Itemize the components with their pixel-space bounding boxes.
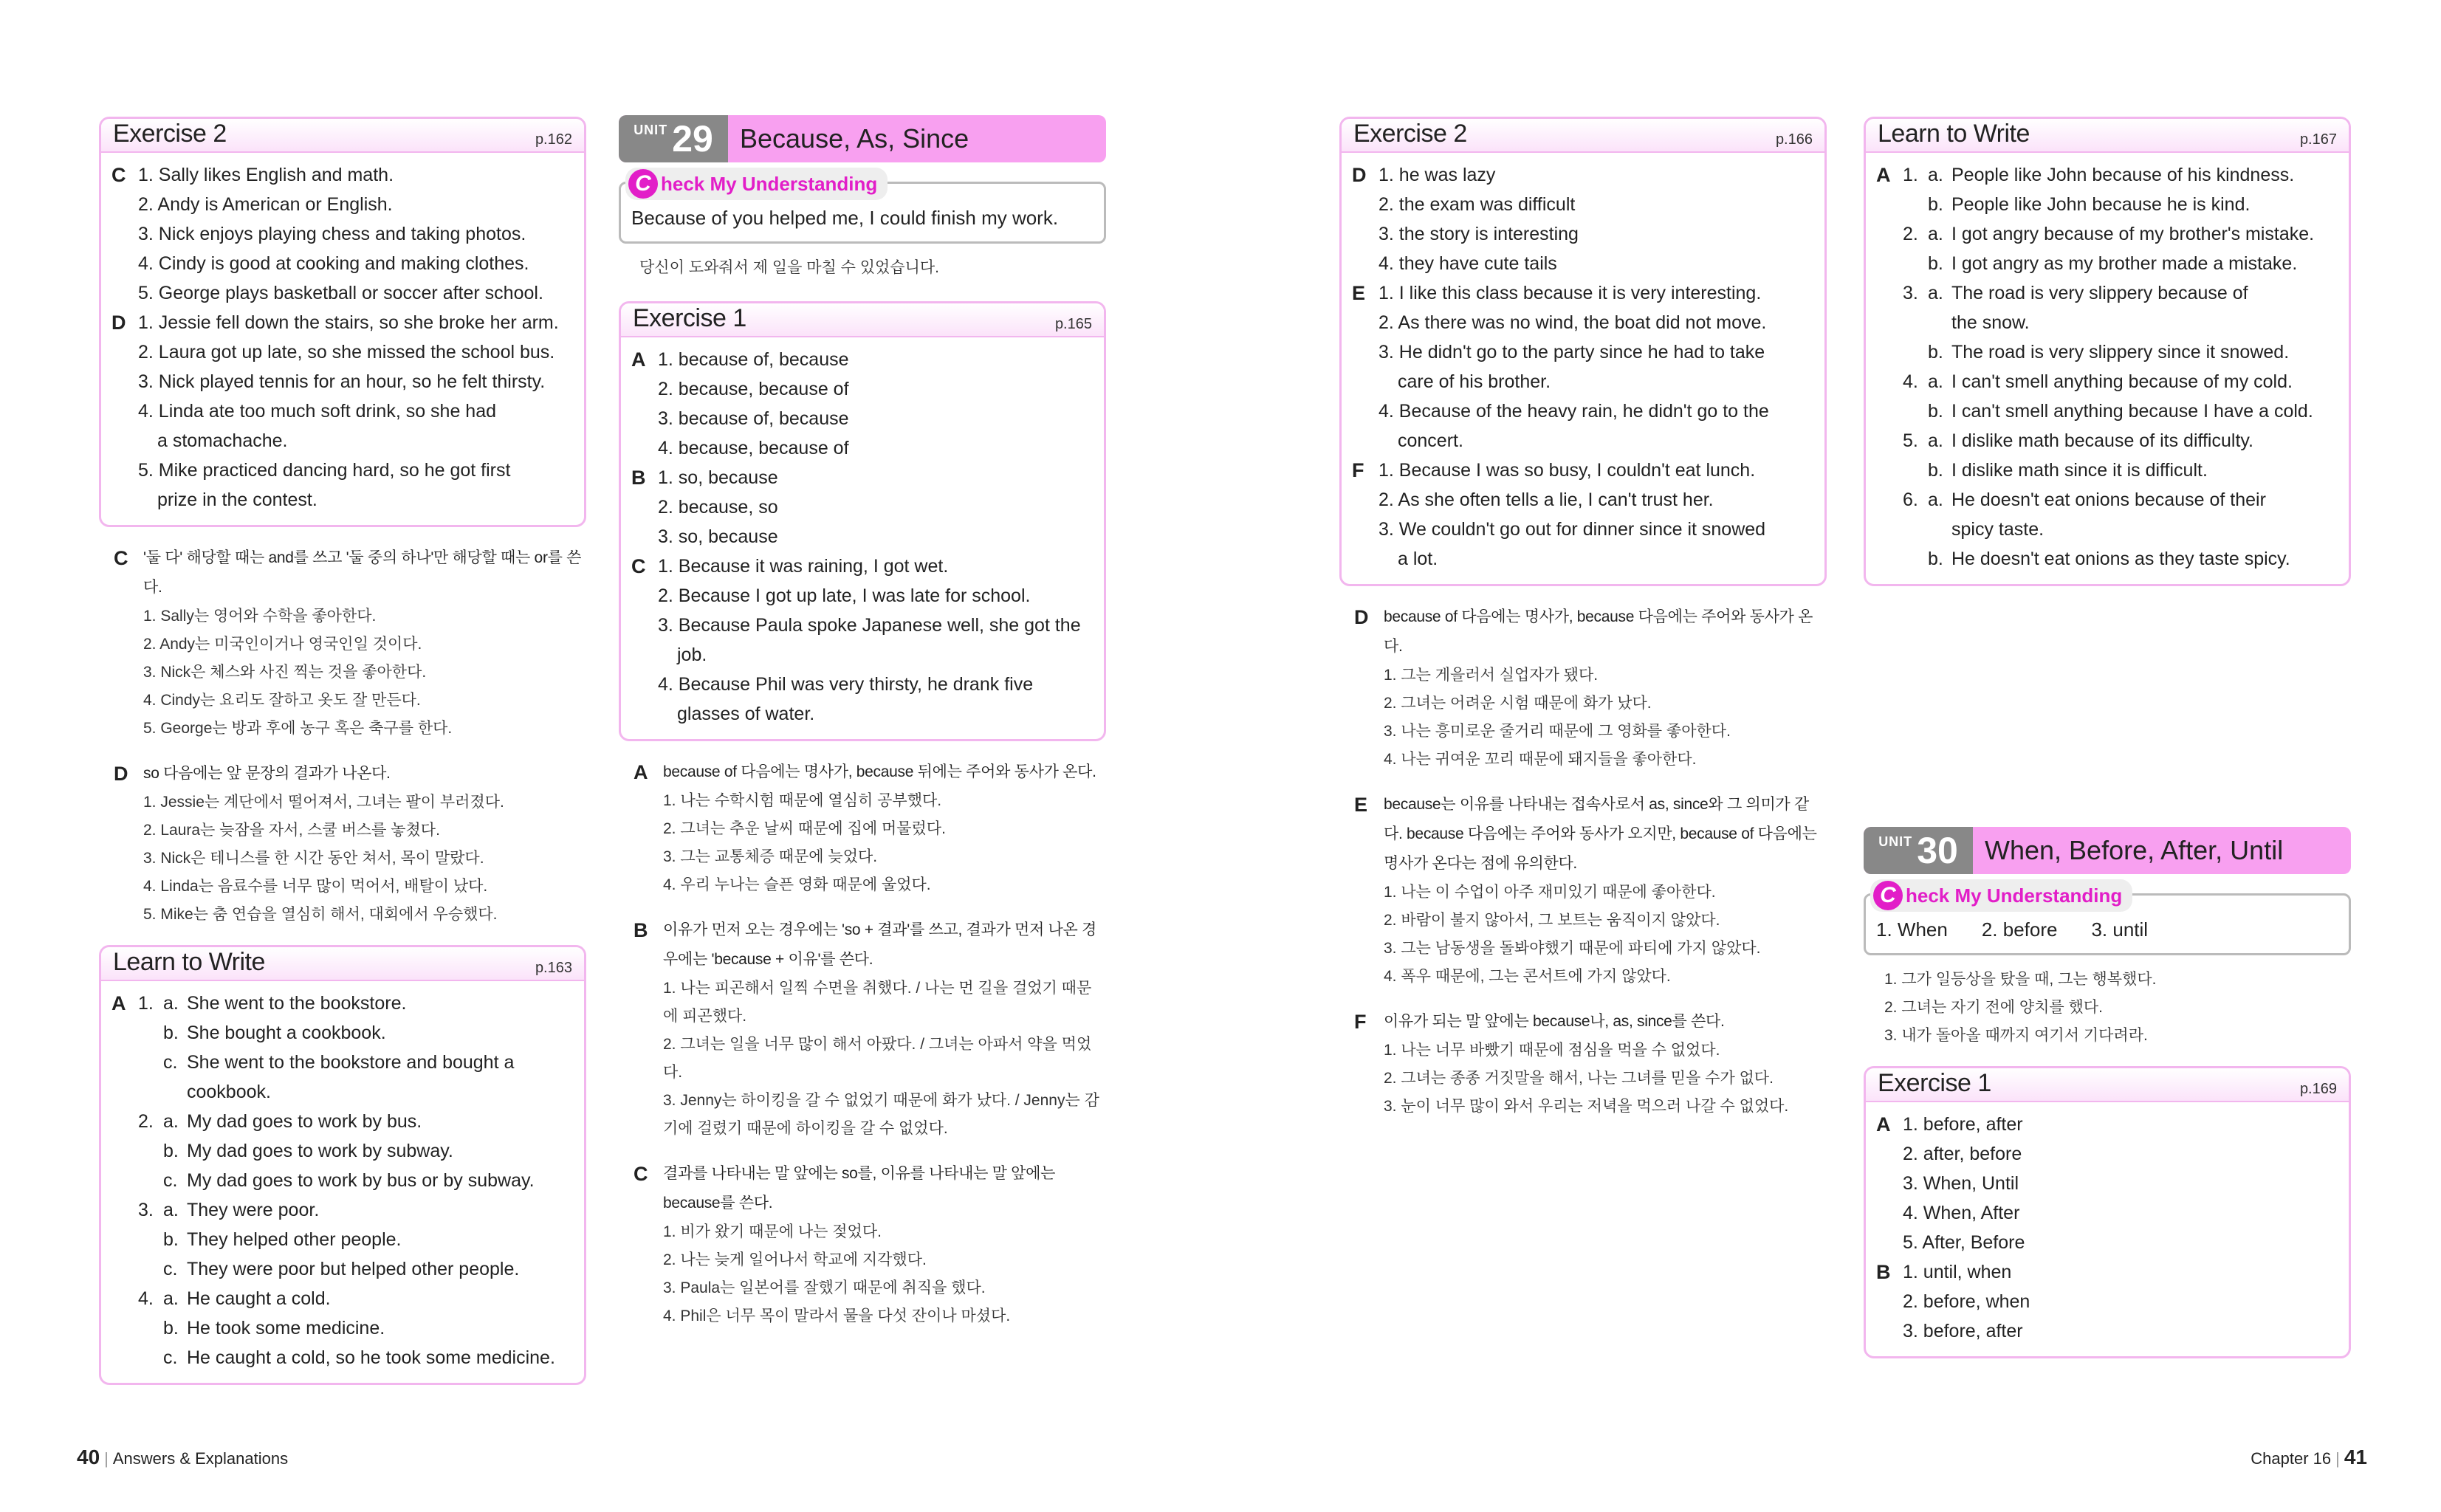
section-letter: B <box>1876 1261 1891 1283</box>
answer-line: cookbook. <box>187 1082 271 1102</box>
explanation-a <box>619 757 1106 915</box>
answer-item: 4. because, because of <box>658 438 849 458</box>
explanation-d <box>1339 602 1827 790</box>
answer-item-continued: care of his brother. <box>1398 371 1551 392</box>
translation-item: 3. 나는 흥미로운 줄거리 때문에 그 영화를 좋아한다. <box>1384 723 1731 740</box>
section-f <box>1352 456 1814 574</box>
answer-item: 4. Because Phil was very thirsty, he drank five <box>658 674 1034 695</box>
section-a <box>631 345 1094 463</box>
answer-line: 5. a. I dislike math because of its difficulty. <box>1903 430 2253 451</box>
section-e <box>1352 278 1814 456</box>
translation-item: 1. Sally는 영어와 수학을 좋아한다. <box>143 608 377 625</box>
box-body <box>101 981 584 1383</box>
section-letter: D <box>111 312 126 334</box>
section-a <box>1876 1110 2338 1257</box>
answer-item: 2. As there was no wind, the boat did not move. <box>1379 312 1767 333</box>
answer-line: 2. a. My dad goes to work by bus. <box>138 1111 422 1132</box>
translation-item: 2. 그녀는 종종 거짓말을 해서, 나는 그녀를 믿을 수가 없다. <box>1384 1070 1774 1087</box>
box-title: Exercise 2 <box>1353 120 1467 148</box>
box-body <box>1866 153 2349 584</box>
answer-item: 1. I like this class because it is very interesting. <box>1379 283 1762 303</box>
column-4 <box>1864 117 2351 1375</box>
check-answers <box>1876 916 2338 943</box>
section-letter: E <box>1354 794 1368 816</box>
answer-item: 2. before, when <box>1903 1291 2030 1312</box>
answer-line: 2. a. I got angry because of my brother's mistake. <box>1903 224 2315 244</box>
translation-item: 2. Andy는 미국인이거나 영국인일 것이다. <box>143 636 422 653</box>
spacer <box>1864 602 2351 827</box>
page-ref: p.163 <box>535 960 572 976</box>
answer-item-continued: prize in the contest. <box>157 489 317 510</box>
answer-item: 3. Because Paula spoke Japanese well, she got the <box>658 615 1081 636</box>
page-ref: p.162 <box>535 131 572 148</box>
translation-item: 4. Phil은 너무 목이 말라서 물을 다섯 잔이나 마셨다. <box>663 1307 1011 1324</box>
unit-title: When, Before, After, Until <box>1985 835 2284 865</box>
unit-tag <box>619 115 728 162</box>
separator: | <box>104 1449 109 1468</box>
answer-line: 1. a. She went to the bookstore. <box>138 993 407 1014</box>
translation-item: 2. 그녀는 어려운 시험 때문에 화가 났다. <box>1384 695 1652 712</box>
page-number: 40 <box>77 1446 100 1468</box>
page-ref: p.165 <box>1054 316 1092 332</box>
translation-item: 4. Cindy는 요리도 잘하고 옷도 잘 만든다. <box>143 692 421 709</box>
box-header <box>621 303 1104 337</box>
box-header <box>1866 1068 2349 1102</box>
box-body <box>621 337 1104 739</box>
section-d <box>111 308 574 515</box>
explanation-text: so 다음에는 앞 문장의 결과가 나온다. <box>143 765 391 782</box>
answer-item: 2. Andy is American or English. <box>138 194 393 215</box>
page-ref: p.166 <box>1775 131 1813 148</box>
answer-item: 4. Linda ate too much soft drink, so she had <box>138 401 497 422</box>
answer-list <box>138 160 574 308</box>
answer-item: 4. Because of the heavy rain, he didn't go to the <box>1379 401 1769 422</box>
translation-item: 3. 눈이 너무 많이 와서 우리는 저녁을 먹으러 나갈 수 없었다. <box>1384 1098 1789 1115</box>
translation-item: 1. 나는 너무 바빴기 때문에 점심을 먹을 수 없었다. <box>1384 1042 1720 1059</box>
check-c-icon: C <box>1873 881 1903 910</box>
translation-item: 2. 나는 늦게 일어나서 학교에 지각했다. <box>663 1251 927 1268</box>
translation-item: 1. 나는 피곤해서 일찍 수면을 취했다. / 나는 먼 길을 걸었기 때문에 피곤했다. <box>663 980 1092 1025</box>
answer-item: 3. We couldn't go out for dinner since it snowed <box>1379 519 1766 540</box>
unit-word: UNIT <box>1878 834 1913 849</box>
check-translations <box>1864 966 2351 1050</box>
check-c-icon: C <box>628 169 658 199</box>
check-translation: 당신이 도와줘서 제 일을 마칠 수 있었습니다. <box>639 259 939 276</box>
box-header <box>101 947 584 981</box>
translation-item: 1. 나는 이 수업이 아주 재미있기 때문에 좋아한다. <box>1384 884 1716 901</box>
translation-item: 3. Nick은 체스와 사진 찍는 것을 좋아한다. <box>143 664 427 681</box>
page-ref: p.167 <box>2299 131 2337 148</box>
answer-line: the snow. <box>1951 312 2030 333</box>
answer-item: 5. George plays basketball or soccer after school. <box>138 283 543 303</box>
answer-item: 2. because, because of <box>658 379 849 399</box>
explanation-d <box>99 759 586 945</box>
explanation-text: because of 다음에는 명사가, because 다음에는 주어와 동사가 온다. <box>1384 608 1813 655</box>
answer-item: 3. before, after <box>1903 1321 2023 1341</box>
explanation-e <box>1339 790 1827 1007</box>
box-title: Learn to Write <box>113 948 265 976</box>
translation-item: 4. Linda는 음료수를 너무 많이 먹어서, 배탈이 났다. <box>143 878 488 895</box>
answer-line: 4. a. He caught a cold. <box>138 1288 331 1309</box>
section-letter: D <box>1352 164 1367 186</box>
footer-label: Answers & Explanations <box>112 1449 289 1468</box>
answer-line: b. I dislike math since it is difficult. <box>1928 460 2208 481</box>
answer-item: 4. When, After <box>1903 1203 2020 1223</box>
box-title: Exercise 1 <box>1878 1069 1991 1097</box>
check-answer: 3. until <box>2091 918 2149 941</box>
answer-line: c. She went to the bookstore and bought a <box>163 1052 515 1073</box>
translation-item: 2. 그녀는 추운 날씨 때문에 집에 머물렀다. <box>663 820 946 837</box>
check-understanding-box <box>619 171 1106 244</box>
explanation-f <box>1339 1007 1827 1137</box>
section-letter: C <box>111 164 126 186</box>
box-body <box>101 153 584 525</box>
translation-item: 2. 그녀는 자기 전에 양치를 했다. <box>1884 999 2103 1016</box>
answer-line: spicy taste. <box>1951 519 2045 540</box>
answer-item: 2. As she often tells a lie, I can't trust her. <box>1379 489 1714 510</box>
section-letter: D <box>114 763 128 785</box>
answer-item: 1. because of, because <box>658 349 849 370</box>
answer-line: b. My dad goes to work by subway. <box>163 1141 453 1161</box>
check-answer: Because of you helped me, I could finish my work. <box>631 207 1059 229</box>
answer-line: b. The road is very slippery since it snowed. <box>1928 342 2290 362</box>
answer-item: 2. Because I got up late, I was late for school. <box>658 585 1031 606</box>
explanation-text: '둘 다' 해당할 때는 and를 쓰고 '둘 중의 하나'만 해당할 때는 or를 쓴다. <box>143 549 582 596</box>
box-body <box>1866 1102 2349 1356</box>
translation-item: 3. Paula는 일본어를 잘했기 때문에 취직을 했다. <box>663 1279 986 1296</box>
answer-item: 3. the story is interesting <box>1379 224 1579 244</box>
translation-item: 4. 나는 귀여운 꼬리 때문에 돼지들을 좋아한다. <box>1384 751 1697 768</box>
column-3 <box>1339 117 1827 1137</box>
section-letter: C <box>114 547 128 569</box>
exercise-1-box <box>619 301 1106 741</box>
translation-item: 3. 그는 교통체증 때문에 늦었다. <box>663 848 878 865</box>
translation-item: 3. Jenny는 하이킹을 갈 수 없었기 때문에 화가 났다. / Jenny는 감기에 걸렸기 때문에 하이킹을 갈 수 없었다. <box>663 1092 1099 1137</box>
answer-line: b. I got angry as my brother made a mistake. <box>1928 253 2298 274</box>
section-letter: A <box>1876 1113 1891 1135</box>
unit-title: Because, As, Since <box>740 123 969 154</box>
explanation-b <box>619 915 1106 1159</box>
section-letter: C <box>631 555 646 577</box>
section-b <box>1876 1257 2338 1346</box>
answer-line: 3. a. The road is very slippery because of <box>1903 283 2248 303</box>
answer-line: b. I can't smell anything because I have a cold. <box>1928 401 2313 422</box>
unit-tag <box>1864 827 1973 874</box>
answer-item: 1. Because I was so busy, I couldn't eat lunch. <box>1379 460 1756 481</box>
translation-item: 5. Mike는 춤 연습을 열심히 해서, 대회에서 우승했다. <box>143 906 498 923</box>
learn-to-write-box <box>1864 117 2351 586</box>
answer-item: 3. Nick played tennis for an hour, so he felt thirsty. <box>138 371 546 392</box>
answer-item: 3. He didn't go to the party since he had to take <box>1379 342 1765 362</box>
section-letter: A <box>634 761 648 783</box>
answer-list <box>1903 160 2338 574</box>
answer-item: 1. Because it was raining, I got wet. <box>658 556 949 577</box>
explanation-c <box>619 1159 1106 1347</box>
answer-item: 2. the exam was difficult <box>1379 194 1576 215</box>
explanation-text: 이유가 되는 말 앞에는 because나, as, since를 쓴다. <box>1384 1013 1725 1030</box>
check-answer: 2. before <box>1981 918 2058 941</box>
check-understanding-box <box>1864 883 2351 955</box>
answer-list <box>138 308 574 515</box>
translation-item: 1. 비가 왔기 때문에 나는 젖었다. <box>663 1223 882 1240</box>
unit-30-banner <box>1864 827 2351 874</box>
box-title: Exercise 2 <box>113 120 227 148</box>
answer-item-continued: concert. <box>1398 430 1463 451</box>
footer-left <box>77 1446 288 1469</box>
exercise-2-box <box>99 117 586 527</box>
footer-right <box>2251 1446 2367 1469</box>
explanation-text: because of 다음에는 명사가, because 뒤에는 주어와 동사가 온다. <box>663 763 1096 780</box>
answer-item: 1. he was lazy <box>1379 165 1496 185</box>
check-label-text: heck My Understanding <box>1906 884 2123 907</box>
answer-line: 3. a. They were poor. <box>138 1200 320 1220</box>
answer-item: 1. Jessie fell down the stairs, so she broke her arm. <box>138 312 559 333</box>
section-letter: A <box>111 992 126 1014</box>
answer-line: b. He doesn't eat onions as they taste spicy. <box>1928 549 2290 569</box>
unit-29-banner <box>619 115 1106 162</box>
check-label <box>1870 879 2132 912</box>
explanation-text: because는 이유를 나타내는 접속사로서 as, since와 그 의미가 같다. because 다음에는 주어와 동사가 오지만, because of 다음에는 명사가 온다는 점에 유의한다. <box>1384 796 1817 872</box>
box-header <box>1342 119 1824 153</box>
section-letter: D <box>1354 606 1369 628</box>
unit-number: 29 <box>672 118 713 159</box>
answer-item: 3. so, because <box>658 526 778 547</box>
section-letter: E <box>1352 282 1366 304</box>
explanation-c <box>99 543 586 759</box>
answer-item: 4. Cindy is good at cooking and making clothes. <box>138 253 529 274</box>
answer-item: 1. until, when <box>1903 1262 2012 1282</box>
translation-item: 1. 그가 일등상을 탔을 때, 그는 행복했다. <box>1884 971 2157 988</box>
answer-item-continued: a stomachache. <box>157 430 288 451</box>
section-c <box>111 160 574 308</box>
check-label <box>625 168 888 200</box>
explanation-text: 이유가 먼저 오는 경우에는 'so + 결과'를 쓰고, 결과가 먼저 나온 경우에는 'because + 이유'를 쓴다. <box>663 921 1097 968</box>
separator: | <box>2335 1449 2340 1468</box>
answer-item: 1. before, after <box>1903 1114 2023 1135</box>
translation-item: 2. 그녀는 일을 너무 많이 해서 아팠다. / 그녀는 아파서 약을 먹었다. <box>663 1036 1092 1081</box>
check-label-text: heck My Understanding <box>661 172 878 195</box>
section-letter: A <box>1876 164 1891 186</box>
answer-item: 4. they have cute tails <box>1379 253 1557 274</box>
answer-item: 2. after, before <box>1903 1144 2022 1164</box>
box-header <box>1866 119 2349 153</box>
exercise-1-box <box>1864 1066 2351 1358</box>
answer-item-continued: job. <box>677 645 707 665</box>
column-2 <box>619 115 1106 1347</box>
section-letter: B <box>634 919 648 941</box>
translation-item: 1. 그는 게을러서 실업자가 됐다. <box>1384 667 1599 684</box>
answer-item: 2. Laura got up late, so she missed the school bus. <box>138 342 555 362</box>
section-letter: F <box>1352 459 1364 481</box>
answer-line: b. She bought a cookbook. <box>163 1023 386 1043</box>
box-header <box>101 119 584 153</box>
section-d <box>1352 160 1814 278</box>
answer-item: 1. Sally likes English and math. <box>138 165 394 185</box>
section-letter: F <box>1354 1011 1367 1033</box>
section-letter: B <box>631 467 646 489</box>
section-letter: A <box>631 348 646 371</box>
learn-to-write-box <box>99 945 586 1385</box>
box-body <box>1342 153 1824 584</box>
unit-word: UNIT <box>634 123 668 137</box>
translation-item: 2. 바람이 불지 않아서, 그 보트는 움직이지 않았다. <box>1384 912 1720 929</box>
translation-item: 4. 폭우 때문에, 그는 콘서트에 가지 않았다. <box>1384 968 1671 985</box>
answer-line: c. They were poor but helped other people. <box>163 1259 520 1279</box>
answer-line: b. They helped other people. <box>163 1229 402 1250</box>
unit-number: 30 <box>1917 830 1958 871</box>
answer-line: c. My dad goes to work by bus or by subway. <box>163 1170 535 1191</box>
check-answer: 1. When <box>1876 918 1948 941</box>
answer-item-continued: a lot. <box>1398 549 1438 569</box>
answer-item: 5. After, Before <box>1903 1232 2025 1253</box>
translation-item: 1. 나는 수학시험 때문에 열심히 공부했다. <box>663 792 942 809</box>
column-1 <box>99 117 586 1401</box>
translation-item: 2. Laura는 늦잠을 자서, 스쿨 버스를 놓쳤다. <box>143 822 440 839</box>
translation-item: 4. 우리 누나는 슬픈 영화 때문에 울었다. <box>663 876 931 893</box>
answer-list <box>138 989 574 1372</box>
answer-item: 3. When, Until <box>1903 1173 2019 1194</box>
section-b <box>631 463 1094 551</box>
answer-line: 6. a. He doesn't eat onions because of their <box>1903 489 2266 510</box>
box-title: Learn to Write <box>1878 120 2030 148</box>
translation-item: 3. Nick은 테니스를 한 시간 동안 쳐서, 목이 말랐다. <box>143 850 484 867</box>
answer-line: 4. a. I can't smell anything because of my cold. <box>1903 371 2293 392</box>
section-c <box>631 551 1094 729</box>
translation-item: 5. George는 방과 후에 농구 혹은 축구를 한다. <box>143 720 453 737</box>
answer-line: b. He took some medicine. <box>163 1318 385 1339</box>
page-number: 41 <box>2344 1446 2367 1468</box>
exercise-2-box <box>1339 117 1827 586</box>
page-ref: p.169 <box>2299 1081 2337 1097</box>
section-letter: C <box>634 1163 648 1185</box>
translation-item: 3. 그는 남동생을 돌봐야했기 때문에 파티에 가지 않았다. <box>1384 940 1761 957</box>
translation-item: 1. Jessie는 계단에서 떨어져서, 그녀는 팔이 부러졌다. <box>143 794 504 811</box>
explanation-text: 결과를 나타내는 말 앞에는 so를, 이유를 나타내는 말 앞에는 because를 쓴다. <box>663 1165 1056 1212</box>
answer-item: 1. so, because <box>658 467 778 488</box>
box-title: Exercise 1 <box>633 304 746 332</box>
translation-item: 3. 내가 돌아올 때까지 여기서 기다려라. <box>1884 1027 2148 1044</box>
chapter-label: Chapter 16 <box>2251 1449 2332 1468</box>
answer-item: 5. Mike practiced dancing hard, so he got first <box>138 460 511 481</box>
answer-item: 3. Nick enjoys playing chess and taking photos. <box>138 224 526 244</box>
answer-line: 1. a. People like John because of his kindness. <box>1903 165 2295 185</box>
answer-line: c. He caught a cold, so he took some medicine. <box>163 1347 555 1368</box>
answer-item: 3. because of, because <box>658 408 849 429</box>
answer-line: b. People like John because he is kind. <box>1928 194 2251 215</box>
answer-item: 2. because, so <box>658 497 778 518</box>
answer-item-continued: glasses of water. <box>677 704 815 724</box>
